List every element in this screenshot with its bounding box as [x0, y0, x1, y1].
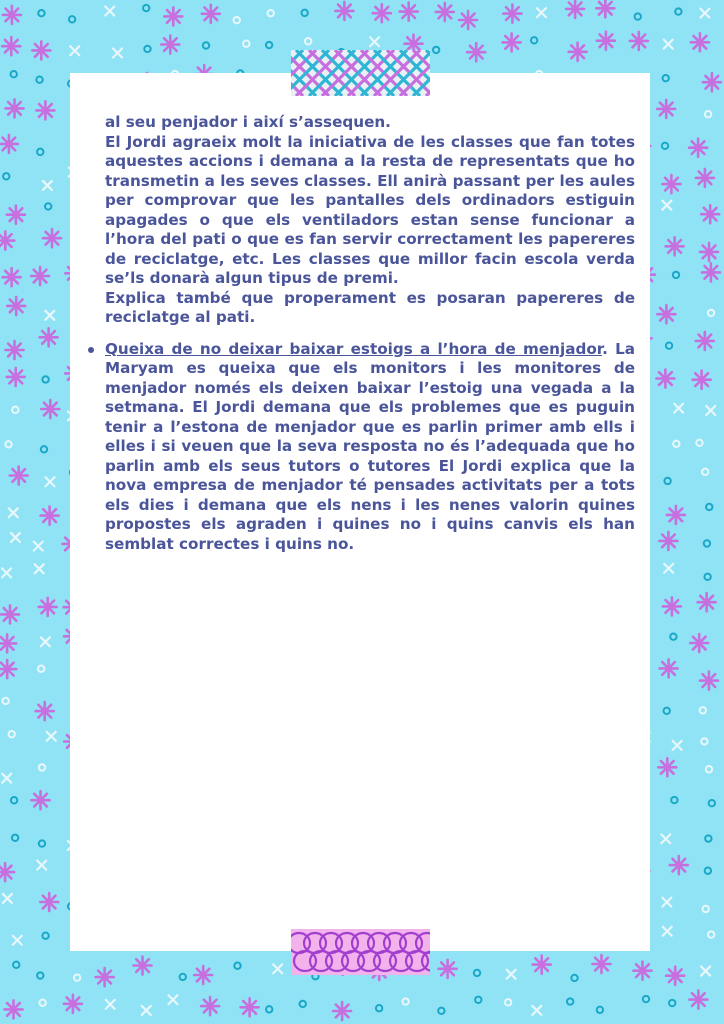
document-text — [105, 113, 635, 554]
bullet-topic: Queixa de no deixar baixar estoigs a l’hora de menjador — [105, 339, 603, 358]
paragraph-jordi-thanks: El Jordi agraeix molt la iniciativa de les classes que fan totes aquestes accions i demana a la resta de representats que ho transmetin a les seves classes. Ell anirà passant per les aules per comprovar que les pantalles dels ordinadors estiguin apagades o que els ventiladors estan sense funcionar a l’hora del pati o que es fan servir correctament les papereres de reciclatge, etc. Les classes que millor facin escola verda se’ls donarà algun tipus de premi. — [105, 132, 635, 287]
bullet-item-pencil-cases — [105, 340, 635, 555]
paragraph-recycling-bins: Explica també que properament es posaran papereres de reciclatge al pati. — [105, 288, 635, 326]
crosshatch-tape — [291, 50, 430, 96]
scribble-tape — [291, 929, 430, 975]
paragraph-continuation: al seu penjador i així s’assequen. — [105, 113, 391, 131]
bullet-dot-icon — [88, 347, 94, 353]
bullet-text: . La Maryam es queixa que els monitors i les monitores de menjador només els deixen baixar l’estoig una vegada a la setmana. El Jordi demana que els problemes que es puguin tenir a l’estona de menjador que es parlin primer amb ells i elles i si veuen que la seva resposta no és l’adequada que ho parlin amb els seus tutors o tutores El Jordi explica que la nova empresa de menjador té pensades activitats per a tots els dies i demana que els nens i les nenes valorin quines propostes els agraden i quines no i quins canvis els han semblat correctes i quins no. — [105, 339, 636, 553]
